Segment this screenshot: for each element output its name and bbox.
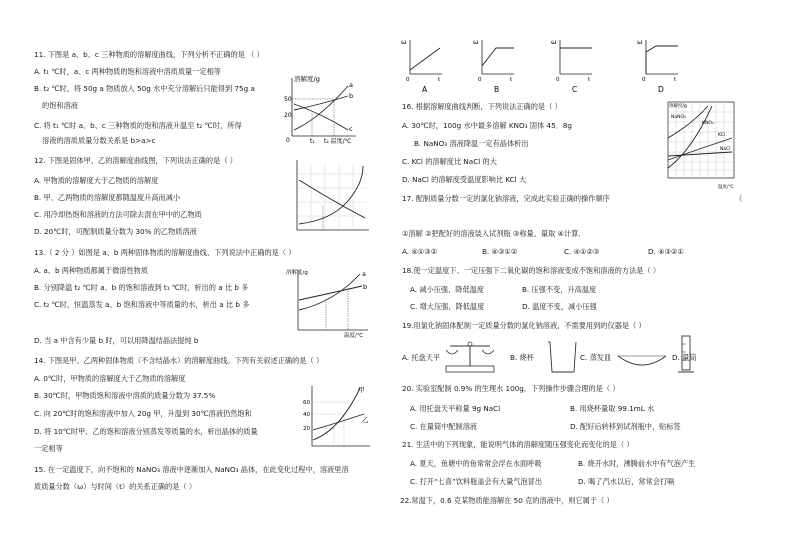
svg-text:A: A <box>422 85 428 94</box>
q19-option-b: B. 烧杯 <box>510 353 534 362</box>
svg-text:0: 0 <box>478 77 482 83</box>
q11-option-b-cont: 的饱和溶液 <box>42 101 78 110</box>
svg-text:D: D <box>658 85 664 94</box>
q11-option-b: B. t₂ ℃时，将 50g a 物质放入 50g 水中充分溶解后只能得到 75g a <box>34 84 255 93</box>
q14-option-b: B. 30℃时，甲物质饱和溶液中溶质的质量分数为 37.5% <box>34 391 216 400</box>
q11-stem: 11. 下图是 a、b、c 三种物质的溶解度曲线，下列分析不正确的是 （ ） <box>34 50 264 59</box>
q20-stem: 20. 实验室配制 0.9% 的生理水 100g，下列操作步骤合理的是（ ） <box>402 384 620 393</box>
q20-option-c: C. 在量筒中配制溶液 <box>410 422 478 431</box>
q11-graph-y50: 50 <box>284 96 292 103</box>
q18-option-d: D. 温度不变，减小压强 <box>522 302 597 311</box>
q17-stem: 17. 配制质量分数一定的氯化钠溶液，完成此实验正确的操作顺序 <box>402 194 610 203</box>
svg-text:C: C <box>572 85 578 94</box>
q21-option-a: A. 夏天，鱼塘中的鱼常常会浮在水面呼吸 <box>410 459 542 468</box>
q15-line1: 15. 在一定温度下，向不饱和的 NaNO₃ 溶液中逐渐加入 NaNO₃ 晶体，在此变化过程中，溶液里溶 <box>34 465 349 474</box>
q13-option-b: B. 分别降温 t₂ ℃时 a、b 的饱和溶液到 t₁ ℃时，析出的 a 比 b 多 <box>34 283 249 292</box>
q11-graph-t1: t₁ <box>310 138 315 144</box>
q11-graph-xlabel: t₂ 温度/℃ <box>324 138 352 144</box>
q18-stem: 18.使一定温度下、一定压强下二氧化碳的饱和溶液变成不饱和溶液的方法是（ ） <box>402 266 661 275</box>
q14-graph-y60: 60 <box>303 400 310 406</box>
q13-graph-xlabel: 温度/℃ <box>344 333 364 338</box>
q11-graph-origin: 0 <box>286 137 290 144</box>
q16-graph-kno3: KNO₃ <box>702 121 714 126</box>
q11-graph-c: c <box>349 125 353 133</box>
q16-stem: 16. 根据溶解度曲线判断，下列说法正确的是（ ） <box>402 102 562 111</box>
q20-option-a: A. 用托盘天平称量 9g NaCl <box>410 404 501 413</box>
beaker-icon <box>548 342 576 372</box>
right-column <box>402 0 762 560</box>
q17-steps: ①溶解 ②把配好的溶液装入试剂瓶 ③称量、量取 ④计算． <box>402 229 586 238</box>
balance-icon <box>446 342 494 372</box>
q14-graph-y20: 20 <box>303 426 310 432</box>
q17-option-d: D. ④③②① <box>648 247 684 256</box>
q18-option-b: B. 压强不变，升高温度 <box>522 285 597 294</box>
svg-text:B: B <box>494 85 500 94</box>
q18-option-c: C. 增大压强，降低温度 <box>410 302 485 311</box>
q20-option-b: B. 用烧杯量取 99.1mL 水 <box>570 404 655 413</box>
q14-stem: 14. 下图是甲、乙两种固体物质（不含结晶水）的溶解度曲线。下列有关叙述正确的是（ ） <box>34 356 324 365</box>
svg-text:t: t <box>510 77 513 83</box>
q21-option-b: B. 烧开水时，沸腾前水中有气泡产生 <box>578 459 696 468</box>
q19-option-c: C. 蒸发皿 <box>580 353 612 362</box>
q11-graph-a: a <box>349 81 353 89</box>
q17-option-b: B. ④③①② <box>482 247 518 256</box>
svg-text:ω: ω <box>551 38 557 46</box>
q12-solubility-graph <box>291 156 371 236</box>
q14-graph-jia: 甲 <box>358 386 365 394</box>
q17-paren: （ <box>735 194 743 203</box>
q21-option-c: C. 打开“七喜”饮料瓶盖会有大量气泡冒出 <box>410 477 543 486</box>
svg-text:ω: ω <box>473 38 479 46</box>
q11-option-c-cont: 溶液的溶质质量分数关系是 b>a>c <box>42 136 156 145</box>
q19-option-d: D. 量筒 <box>672 353 697 362</box>
q16-graph-ylabel: 溶解度/g <box>669 104 687 109</box>
q11-graph-ylabel: 溶解度/g <box>294 75 320 83</box>
q13-option-d: D. 当 a 中含有少量 b 时，可以用降温结晶法提纯 b <box>34 336 199 345</box>
q16-graph-nacl: NaCl <box>720 147 731 152</box>
q12-option-b: B. 甲、乙两物质的溶解度都随温度升高而减小 <box>34 193 181 202</box>
q16-solubility-graph <box>662 98 740 190</box>
svg-text:t: t <box>588 77 591 83</box>
q14-option-d-cont: 一定相等 <box>34 444 63 453</box>
q19-option-a: A. 托盘天平 <box>402 353 441 362</box>
q18-option-a: A. 减小压强，降低温度 <box>410 285 485 294</box>
q16-graph-xlabel: 温度/℃ <box>718 185 734 190</box>
q11-solubility-graph <box>282 74 360 144</box>
q15-line2: 质质量分数（ω）与时间（t）的关系正确的是（ ） <box>34 482 197 491</box>
q14-option-d: D. 将 10℃时甲、乙的饱和溶液分别蒸发等质量的水，析出晶体的质量 <box>34 427 258 436</box>
q12-option-d: D. 20℃时，可配制质量分数为 30% 的乙物质溶液 <box>34 227 197 236</box>
q19-instruments <box>440 332 730 376</box>
q16-option-a: A. 30℃时，100g 水中最多溶解 KNO₃ 固体 45．8g <box>402 121 572 130</box>
q12-option-a: A. 甲物质的溶解度大于乙物质的溶解度 <box>34 176 159 185</box>
q19-stem: 19.用氯化钠固体配制一定质量分数的氯化钠溶液，不需要用到的仪器是（ ） <box>402 321 646 330</box>
q13-graph-b: b <box>363 283 368 291</box>
q12-option-c: C. 用冷却热饱和溶液的方法可除去混在甲中的乙物质 <box>34 210 202 219</box>
q16-option-d: D. NaCl 的溶解度受温度影响比 KCl 大 <box>402 175 527 184</box>
q13-graph-ylabel: 溶解度/g <box>286 270 308 276</box>
q16-option-b: B. NaNO₃ 溶液降温一定有晶体析出 <box>414 139 529 148</box>
q14-graph-y40: 40 <box>303 412 310 418</box>
q11-graph-y20: 20 <box>284 112 292 119</box>
q11-option-a: A. t₁ ℃时，a、c 两种物质的饱和溶液中溶质质量一定相等 <box>34 67 221 76</box>
q11-option-c: C. 将 t₁ ℃时 a、b、c 三种物质的饱和溶液升温至 t₂ ℃时，所得 <box>34 121 242 130</box>
q13-option-a: A. a、b 两种物质都属于微溶性物质 <box>34 266 149 275</box>
q12-stem: 12. 下图是固体甲、乙的溶解度曲线图，下列说法正确的是（ ） <box>34 156 237 165</box>
q21-stem: 21. 生活中的下列现象，能说明气体的溶解度随压强变化而变化的是（ ） <box>402 440 634 449</box>
q13-option-c: C. t₂ ℃时，恒温蒸发 a、b 饱和溶液中等质量的水，析出 a 比 b 多 <box>34 300 250 309</box>
q13-stem: 13.（ 2 分 ）如图是 a、b 两种固体物质的溶解度曲线，下列说法中正确的是（ ） <box>34 248 296 257</box>
q13-graph-a: a <box>362 270 366 278</box>
q20-option-d: D. 配好后转移到试剂瓶中，贴标签 <box>570 422 681 431</box>
svg-text:t: t <box>438 77 441 83</box>
svg-text:t: t <box>674 77 677 83</box>
svg-text:ω: ω <box>637 38 643 46</box>
svg-text:0: 0 <box>406 77 410 83</box>
q14-option-c: C. 向 20℃时的饱和溶液中加入 20g 甲，升温到 30℃溶液仍然饱和 <box>34 409 252 418</box>
svg-text:0: 0 <box>642 77 646 83</box>
q17-option-a: A. ④①③② <box>402 247 438 256</box>
q22-stem: 22.常温下，0.6 克某物质能溶解在 50 克的溶液中，则它属于（ ） <box>400 496 614 505</box>
svg-text:0: 0 <box>556 77 560 83</box>
q14-solubility-graph <box>300 382 372 452</box>
q11-graph-b: b <box>349 92 354 100</box>
q17-option-c: C. ④①②③ <box>564 247 600 256</box>
q16-graph-kcl: KCl <box>718 133 726 138</box>
q14-option-a: A. 0℃时，甲物质的溶解度大于乙物质的溶解度 <box>34 374 186 383</box>
q16-graph-nano3: NaNO₃ <box>671 115 686 120</box>
q14-graph-yi: 乙 <box>362 416 369 424</box>
evaporating-dish-icon <box>618 356 666 365</box>
graduated-cylinder-icon <box>678 336 694 372</box>
q21-option-d: D. 喝了汽水以后，常常会打嗝 <box>578 477 675 486</box>
q13-solubility-graph <box>286 266 370 338</box>
q16-option-c: C. KCl 的溶解度比 NaCl 的大 <box>402 157 497 166</box>
svg-text:ω: ω <box>401 38 407 46</box>
